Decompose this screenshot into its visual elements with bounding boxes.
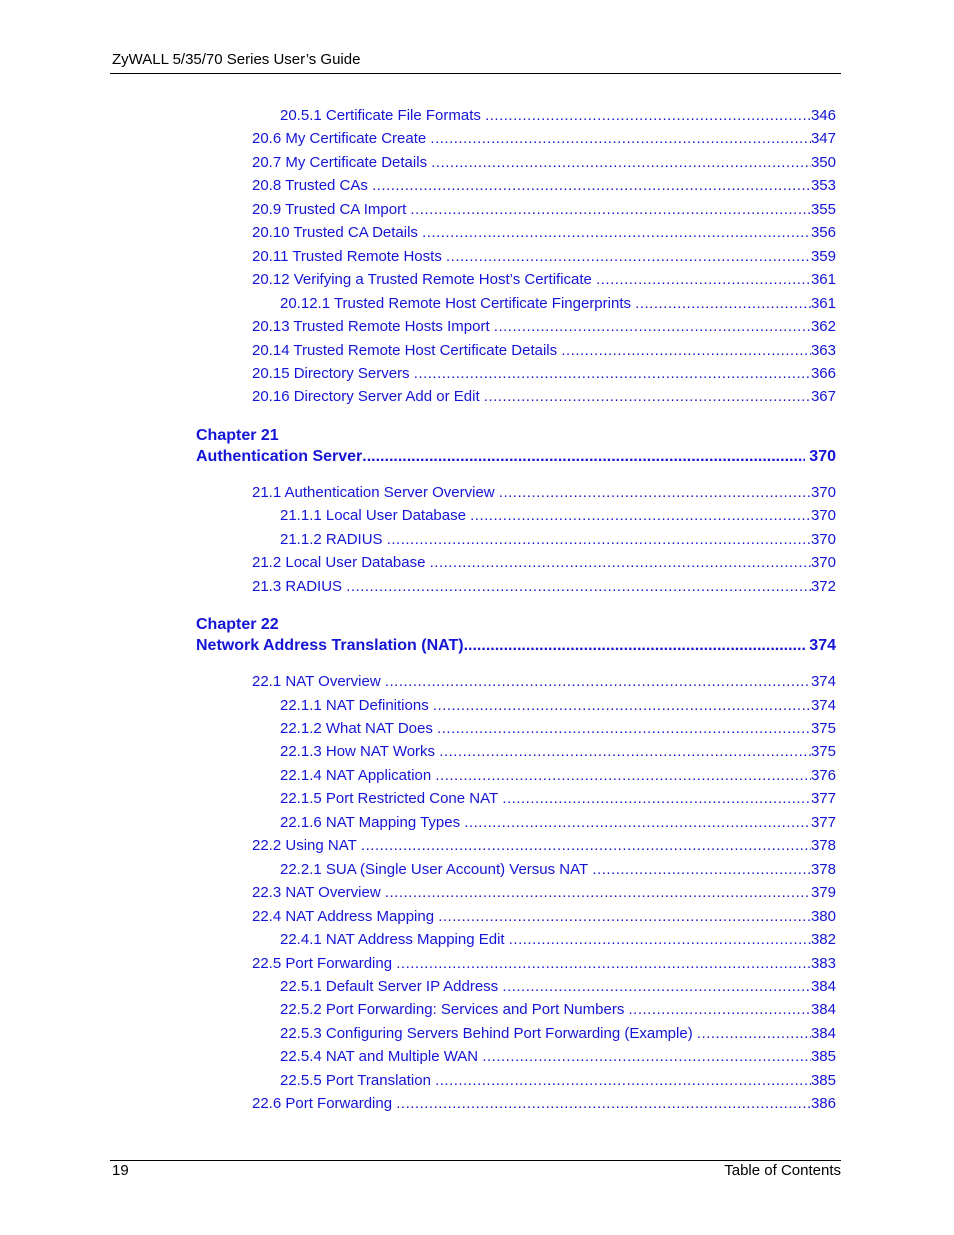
toc-entry[interactable] [252,176,836,196]
dot-leader [509,930,811,950]
dot-leader [385,672,811,692]
toc-entry-label: 22.3 NAT Overview [252,884,385,902]
toc-entry[interactable] [280,860,836,880]
toc-entry-label: 20.7 My Certificate Details [252,153,432,171]
toc-entry-label: 20.13 Trusted Remote Hosts Import [252,318,494,336]
toc-entry[interactable] [252,387,836,407]
dot-leader [362,446,805,468]
toc-entry-page-number: 382 [810,931,836,949]
dot-leader [430,553,811,573]
toc-entry[interactable] [280,789,836,809]
toc-entry-page-number: 377 [810,790,836,808]
toc-entry[interactable] [252,553,836,573]
toc-entry-page-number: 355 [810,200,836,218]
dot-leader [439,742,811,762]
toc-entry[interactable] [252,364,836,384]
toc-entry-label: 20.15 Directory Servers [252,364,414,382]
dot-leader [430,129,811,149]
dot-leader [499,483,811,503]
toc-entry-label: 20.14 Trusted Remote Host Certificate Details [252,341,562,359]
dot-leader [502,789,811,809]
toc-entry-page-number: 386 [810,1095,836,1113]
toc-entry[interactable] [252,672,836,692]
dot-leader [414,364,811,384]
toc-entry[interactable] [280,742,836,762]
toc-entry-page-number: 376 [810,766,836,784]
toc-entry-label: 22.2.1 SUA (Single User Account) Versus NAT [280,860,593,878]
toc-entry-label: 21.2 Local User Database [252,554,430,572]
dot-leader [410,200,811,220]
toc-entry[interactable] [252,153,836,173]
toc-entry[interactable] [280,1024,836,1044]
toc-entry[interactable] [252,200,836,220]
dot-leader [502,977,811,997]
toc-entry-page-number: 380 [810,907,836,925]
chapter-title-link[interactable] [196,446,836,468]
dot-leader [446,247,811,267]
toc-entry-label: 22.1.6 NAT Mapping Types [280,813,465,831]
toc-entry-page-number: 370 [810,554,836,572]
toc-entry-label: 22.5.3 Configuring Servers Behind Port Forwarding (Example) [280,1024,697,1042]
dot-leader [346,577,811,597]
toc-entry-page-number: 383 [810,954,836,972]
toc-entry-label: 20.11 Trusted Remote Hosts [252,247,446,265]
toc-entry-page-number: 362 [810,318,836,336]
toc-entry-page-number: 370 [810,483,836,501]
toc-entry[interactable] [280,106,836,126]
toc-entry-label: 21.1.1 Local User Database [280,507,471,525]
dot-leader [561,341,811,361]
dot-leader [385,883,811,903]
dot-leader [372,176,811,196]
dot-leader [396,1094,811,1114]
toc-entry-page-number: 366 [810,364,836,382]
toc-entry-label: 22.5.5 Port Translation [280,1071,436,1089]
chapter-title-link[interactable] [196,635,836,657]
toc-entry-page-number: 374 [810,696,836,714]
toc-entry-label: 21.3 RADIUS [252,577,347,595]
chapter-title: Authentication Server [196,447,363,465]
toc-entry-page-number: 384 [810,1001,836,1019]
toc-entry-label: 21.1.2 RADIUS [280,530,387,548]
dot-leader [464,813,811,833]
toc-entry[interactable] [280,719,836,739]
toc-entry-page-number: 346 [810,107,836,124]
dot-leader [470,506,811,526]
toc-entry-label: 20.6 My Certificate Create [252,130,431,148]
toc-entry-page-number: 359 [810,247,836,265]
toc-entry[interactable] [252,836,836,856]
toc-entry-label: 22.1.2 What NAT Does [280,720,438,737]
toc-entry-label: 22.1.5 Port Restricted Cone NAT [280,790,503,808]
dot-leader [422,223,811,243]
toc-entry-label: 20.9 Trusted CA Import [252,200,411,218]
toc-entry[interactable] [252,577,836,597]
toc-entry-page-number: 350 [810,153,836,171]
toc-entry-label: 20.8 Trusted CAs [252,177,373,195]
toc-entry-label: 22.5 Port Forwarding [252,954,397,972]
toc-entry-page-number: 375 [810,743,836,761]
toc-entry-label: 22.4 NAT Address Mapping [252,907,439,925]
toc-entry[interactable] [252,247,836,267]
toc-entry-label: 22.5.1 Default Server IP Address [280,977,503,995]
dot-leader [435,1071,811,1091]
dot-leader [437,719,811,739]
toc-entry-label: 20.12 Verifying a Trusted Remote Host’s Certificate [252,271,597,289]
footer-divider [110,1160,841,1161]
toc-entry-label: 22.1.3 How NAT Works [280,743,440,761]
toc-entry-label: 21.1 Authentication Server Overview [252,483,499,501]
toc-entry-page-number: 356 [810,224,836,242]
dot-leader [697,1024,811,1044]
dot-leader [484,387,811,407]
footer-section-title: Table of Contents [724,1162,841,1179]
toc-entry[interactable] [252,907,836,927]
toc-entry[interactable] [280,813,836,833]
chapter-number[interactable]: Chapter 21 [196,426,279,444]
toc-entry-page-number: 367 [810,388,836,406]
toc-entry-label: 22.1 NAT Overview [252,673,385,691]
dot-leader [494,317,811,337]
toc-entry[interactable] [280,977,836,997]
toc-entry-page-number: 379 [810,884,836,902]
toc-entry[interactable] [280,1071,836,1091]
chapter-page-number: 374 [809,637,836,655]
running-header: ZyWALL 5/35/70 Series User’s Guide [112,51,361,68]
chapter-number[interactable]: Chapter 22 [196,616,279,634]
toc-entry[interactable] [252,223,836,243]
toc-entry[interactable] [252,483,836,503]
toc-entry-page-number: 377 [810,813,836,831]
toc-entry[interactable] [280,1000,836,1020]
toc-entry[interactable] [252,883,836,903]
toc-entry-page-number: 384 [810,1024,836,1042]
toc-entry-page-number: 375 [810,720,836,737]
toc-entry-page-number: 372 [810,577,836,595]
toc-entry[interactable] [252,317,836,337]
toc-entry[interactable] [252,129,836,149]
toc-entry[interactable] [252,341,836,361]
toc-entry[interactable] [252,954,836,974]
page-number: 19 [112,1162,129,1179]
chapter-title: Network Address Translation (NAT) [196,637,464,655]
dot-leader [438,907,811,927]
toc-entry-label: 22.5.2 Port Forwarding: Services and Port Numbers [280,1001,629,1019]
toc-entry-page-number: 384 [810,977,836,995]
toc-entry-label: 22.4.1 NAT Address Mapping Edit [280,931,509,949]
toc-entry-label: 22.2 Using NAT [252,837,361,855]
dot-leader [596,270,811,290]
dot-leader [433,696,811,716]
toc-entry[interactable] [280,530,836,550]
dot-leader [482,1047,811,1067]
toc-entry-label: 22.5.4 NAT and Multiple WAN [280,1048,483,1066]
dot-leader [464,635,806,657]
toc-entry-page-number: 374 [810,673,836,691]
toc-entry[interactable] [280,766,836,786]
dot-leader [387,530,811,550]
dot-leader [431,153,811,173]
toc-entry-page-number: 363 [810,341,836,359]
toc-entry[interactable] [280,506,836,526]
toc-entry[interactable] [252,1094,836,1114]
toc-entry-label: 22.6 Port Forwarding [252,1095,397,1113]
toc-entry-page-number: 378 [810,837,836,855]
toc-entry-page-number: 385 [810,1048,836,1066]
toc-entry-page-number: 370 [810,507,836,525]
toc-entry-label: 22.1.1 NAT Definitions [280,696,433,714]
toc-entry-label: 20.16 Directory Server Add or Edit [252,388,484,406]
toc-entry-label: 20.12.1 Trusted Remote Host Certificate Fingerprints [280,294,636,312]
toc-entry-page-number: 361 [810,271,836,289]
toc-entry-page-number: 361 [810,294,836,312]
dot-leader [635,294,811,314]
toc-entry[interactable] [252,270,836,290]
toc-entry-label: 22.1.4 NAT Application [280,766,436,784]
toc-entry-page-number: 378 [810,860,836,878]
toc-entry[interactable] [280,1047,836,1067]
toc-entry-page-number: 385 [810,1071,836,1089]
dot-leader [629,1000,811,1020]
chapter-page-number: 370 [809,447,836,465]
dot-leader [592,860,811,880]
dot-leader [485,106,811,126]
dot-leader [361,836,811,856]
toc-entry-label: 20.5.1 Certificate File Formats [280,107,486,124]
toc-entry-label: 20.10 Trusted CA Details [252,224,423,242]
toc-entry-page-number: 353 [810,177,836,195]
toc-entry[interactable] [280,294,836,314]
toc-entry-page-number: 370 [810,530,836,548]
dot-leader [396,954,811,974]
toc-entry-page-number: 347 [810,130,836,148]
toc-entry[interactable] [280,696,836,716]
dot-leader [435,766,811,786]
toc-entry[interactable] [280,930,836,950]
